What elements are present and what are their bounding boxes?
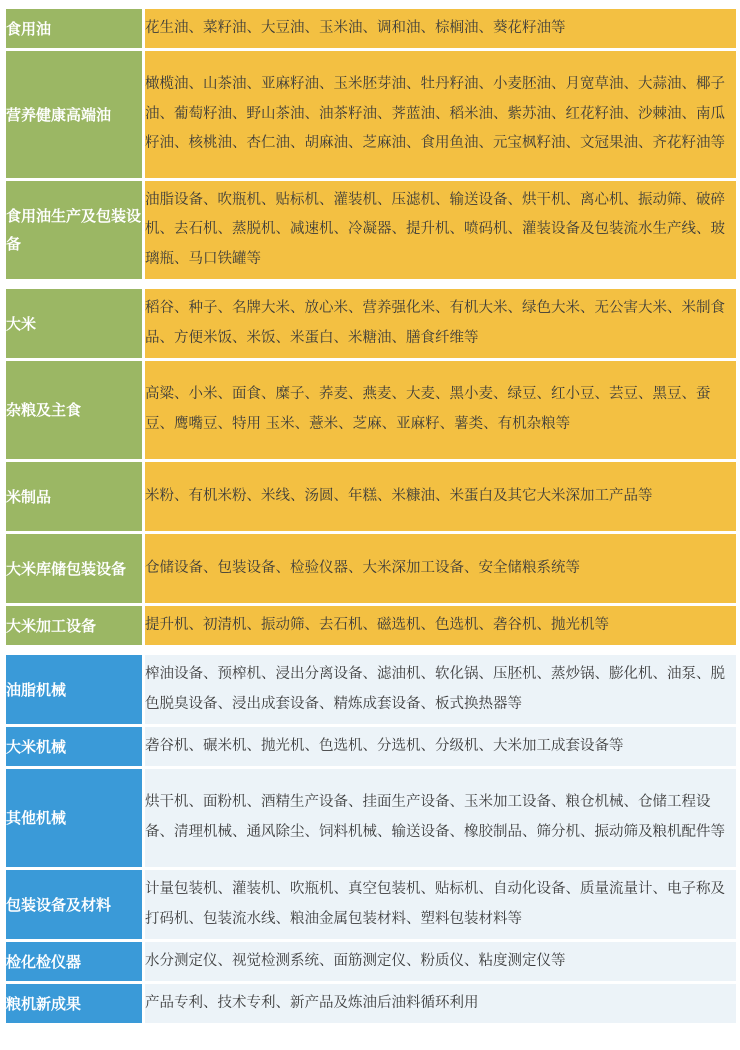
section-edible-oil <box>6 6 736 282</box>
category-items: 榨油设备、预榨机、浸出分离设备、滤油机、软化锅、压胚机、蒸炒锅、膨化机、油泵、脱色脱臭设备、浸出成套设备、精炼成套设备、板式换热器等 <box>145 655 736 724</box>
category-items: 油脂设备、吹瓶机、贴标机、灌装机、压滤机、输送设备、烘干机、离心机、振动筛、破碎机、去石机、蒸脱机、减速机、冷凝器、提升机、喷码机、灌装设备及包装流水生产线、玻璃瓶、马口铁罐等 <box>145 181 736 279</box>
category-items: 产品专利、技术专利、新产品及炼油后油料循环利用 <box>145 984 736 1023</box>
category-items: 水分测定仪、视觉检测系统、面筋测定仪、粉质仪、粘度测定仪等 <box>145 942 736 981</box>
category-items: 提升机、初清机、振动筛、去石机、磁选机、色选机、砻谷机、抛光机等 <box>145 606 736 645</box>
category-label: 大米机械 <box>6 727 145 766</box>
category-label: 其他机械 <box>6 769 145 867</box>
category-items: 米粉、有机米粉、米线、汤圆、年糕、米糠油、米蛋白及其它大米深加工产品等 <box>145 462 736 531</box>
table-row <box>6 727 736 766</box>
table-row <box>6 942 736 981</box>
table-row <box>6 361 736 459</box>
category-label: 米制品 <box>6 462 145 531</box>
category-items: 烘干机、面粉机、酒精生产设备、挂面生产设备、玉米加工设备、粮仓机械、仓储工程设备、清理机械、通风除尘、饲料机械、输送设备、橡胶制品、筛分机、振动筛及粮机配件等 <box>145 769 736 867</box>
category-label: 油脂机械 <box>6 655 145 724</box>
category-label: 大米库储包装设备 <box>6 534 145 603</box>
section-rice <box>6 286 736 648</box>
category-items: 花生油、菜籽油、大豆油、玉米油、调和油、棕榈油、葵花籽油等 <box>145 9 736 48</box>
category-items: 高粱、小米、面食、糜子、荞麦、燕麦、大麦、黑小麦、绿豆、红小豆、芸豆、黑豆、蚕豆、鹰嘴豆、特用 玉米、薏米、芝麻、亚麻籽、薯类、有机杂粮等 <box>145 361 736 459</box>
table-row <box>6 181 736 279</box>
category-label: 大米 <box>6 289 145 358</box>
table-row <box>6 769 736 867</box>
table-row <box>6 462 736 531</box>
category-items: 砻谷机、碾米机、抛光机、色选机、分选机、分级机、大米加工成套设备等 <box>145 727 736 766</box>
table-row <box>6 870 736 939</box>
table-row <box>6 534 736 603</box>
category-label: 粮机新成果 <box>6 984 145 1023</box>
section-machinery <box>6 652 736 1026</box>
category-label: 食用油 <box>6 9 145 48</box>
table-row <box>6 655 736 724</box>
category-label: 包装设备及材料 <box>6 870 145 939</box>
category-label: 食用油生产及包装设备 <box>6 181 145 279</box>
category-label: 大米加工设备 <box>6 606 145 645</box>
table-row <box>6 606 736 645</box>
table-row <box>6 9 736 48</box>
table-row <box>6 289 736 358</box>
category-items: 仓储设备、包装设备、检验仪器、大米深加工设备、安全储粮系统等 <box>145 534 736 603</box>
category-label: 杂粮及主食 <box>6 361 145 459</box>
category-items: 稻谷、种子、名牌大米、放心米、营养强化米、有机大米、绿色大米、无公害大米、米制食品、方便米饭、米饭、米蛋白、米糖油、膳食纤维等 <box>145 289 736 358</box>
table-row <box>6 51 736 178</box>
category-label: 营养健康高端油 <box>6 51 145 178</box>
table-row <box>6 984 736 1023</box>
category-items: 计量包装机、灌装机、吹瓶机、真空包装机、贴标机、自动化设备、质量流量计、电子称及打码机、包装流水线、粮油金属包装材料、塑料包装材料等 <box>145 870 736 939</box>
category-items: 橄榄油、山茶油、亚麻籽油、玉米胚芽油、牡丹籽油、小麦胚油、月宽草油、大蒜油、椰子油、葡萄籽油、野山茶油、油茶籽油、荠蓝油、稻米油、紫苏油、红花籽油、沙棘油、南瓜籽油、核桃油、杏仁油、胡麻油、芝麻油、食用鱼油、元宝枫籽油、文冠果油、齐花籽油等 <box>145 51 736 178</box>
category-label: 检化检仪器 <box>6 942 145 981</box>
exhibit-category-table <box>6 6 736 1026</box>
